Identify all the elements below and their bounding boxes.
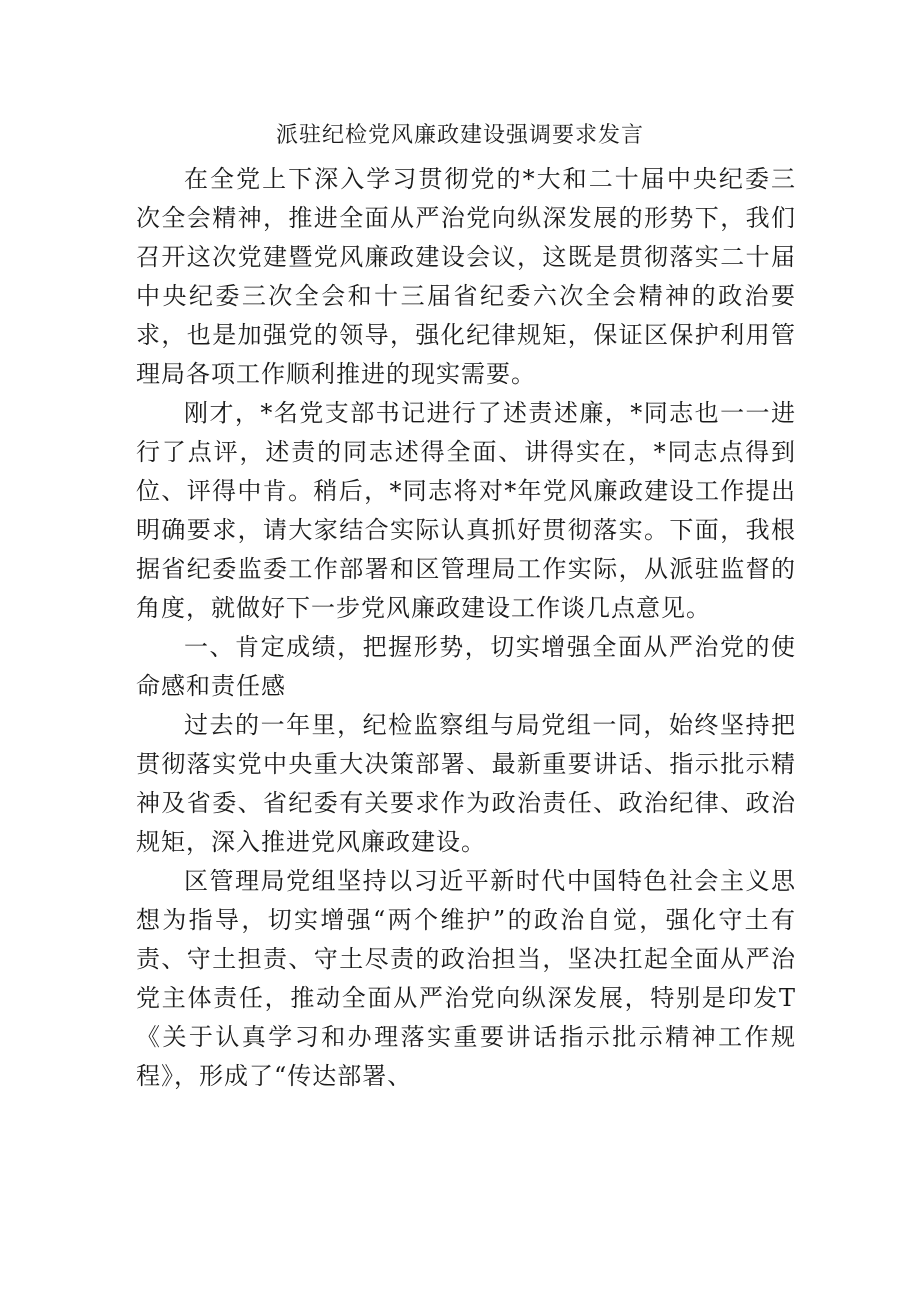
paragraph-party-group: 区管理局党组坚持以习近平新时代中国特色社会主义思想为指导，切实增强“两个维护”的政治自觉，强化守土有责、守土担责、守土尽责的政治担当，坚决扛起全面从严治党主体责任，推动全面从严治党向纵深发展，特别是印发T《关于认真学习和办理落实重要讲话指示批示精神工作规程》，形成了“传达部署、 xyxy=(136,867,796,1090)
paragraph-past-year: 过去的一年里，纪检监察组与局党组一同，始终坚持把贯彻落实党中央重大决策部署、最新重要讲话、指示批示精神及省委、省纪委有关要求作为政治责任、政治纪律、政治规矩，深入推进党风廉政建设。 xyxy=(136,711,796,856)
section-heading-1: 一、肯定成绩，把握形势，切实增强全面从严治党的使命感和责任感 xyxy=(136,633,796,700)
paragraph-intro: 在全党上下深入学习贯彻党的*大和二十届中央纪委三次全会精神，推进全面从严治党向纵深发展的形势下，我们召开这次党建暨党风廉政建设会议，这既是贯彻落实二十届中央纪委三次全会和十三届省纪委六次全会精神的政治要求，也是加强党的领导，强化纪律规矩，保证区保护利用管理局各项工作顺利推进的现实需要。 xyxy=(136,165,796,388)
document-title: 派驻纪检党风廉政建设强调要求发言 xyxy=(275,123,644,148)
document-body xyxy=(136,160,796,1096)
paragraph-review: 刚才，*名党支部书记进行了述责述廉，*同志也一一进行了点评，述责的同志述得全面、讲得实在，*同志点得到位、评得中肯。稍后，*同志将对*年党风廉政建设工作提出明确要求，请大家结合实际认真抓好贯彻落实。下面，我根据省纪委监委工作部署和区管理局工作实际，从派驻监督的角度，就做好下一步党风廉政建设工作谈几点意见。 xyxy=(136,399,796,622)
